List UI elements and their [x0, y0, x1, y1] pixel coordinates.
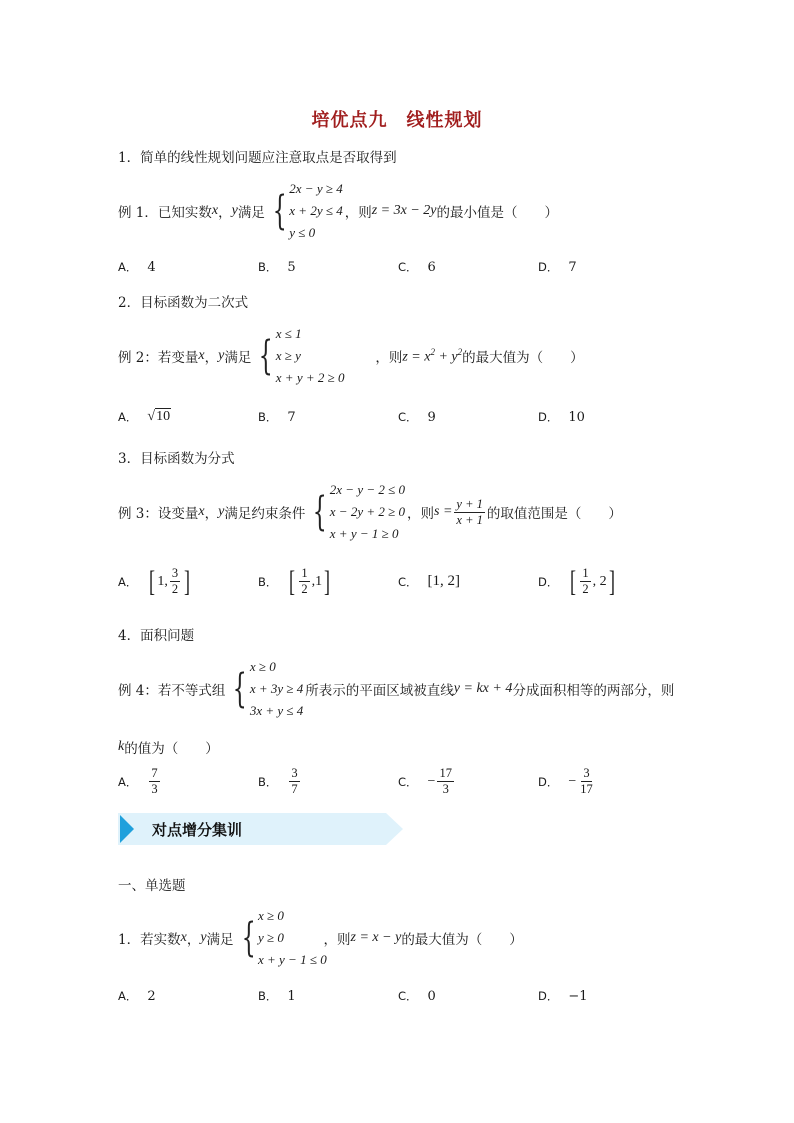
ex1-satisfy: 满足 [237, 205, 265, 221]
ex2-exponent: 2 [430, 346, 435, 357]
option-label: A． [118, 574, 138, 589]
q1-constraint: x + y − 1 ≤ 0 [257, 952, 327, 967]
interval-fraction [299, 566, 309, 597]
option-b[interactable] [258, 766, 398, 797]
option-label: C． [398, 260, 418, 274]
option-value: 10 [568, 409, 585, 425]
ex1-options [118, 259, 698, 275]
option-label: A． [118, 260, 138, 274]
sqrt-icon: √10 [147, 409, 171, 424]
ex4-line: y = kx + 4 [453, 681, 513, 696]
option-fraction [578, 766, 595, 797]
option-label: D． [538, 410, 559, 424]
ex1-objective: z = 3x − 2y [371, 203, 437, 218]
q1-options [118, 988, 698, 1004]
ex3-then: ，则 [407, 506, 435, 522]
ex4-var-k: k [118, 739, 125, 754]
option-label: D． [538, 574, 559, 589]
ex1-prefix: 例 1．已知实数 [118, 205, 212, 221]
option-fraction [289, 766, 299, 797]
option-value: 7 [568, 259, 577, 275]
fraction-denominator: 2 [301, 582, 308, 596]
q1-constraint: y ≥ 0 [257, 930, 284, 945]
part-heading: 一、单选题 [118, 878, 186, 894]
ex2-comma: ， [204, 350, 219, 366]
ex2-constraint-system [253, 323, 373, 389]
q1-comma: ， [186, 932, 201, 948]
ex4-tail: 分成面积相等的两部分，则 [512, 683, 675, 699]
fraction-numerator: 3 [171, 566, 179, 580]
option-label: B． [258, 989, 278, 1003]
section-heading-2: 2．目标函数为二次式 [118, 295, 249, 311]
right-bracket-icon: ] [324, 564, 331, 598]
ex3-constraint-system [307, 479, 405, 545]
option-label: B． [258, 410, 278, 424]
option-value: 6 [427, 259, 436, 275]
option-a[interactable] [118, 766, 258, 797]
option-b[interactable] [258, 259, 398, 275]
right-bracket-icon: ] [184, 564, 191, 598]
ex4-prefix: 例 4：若不等式组 [118, 683, 226, 699]
ex4-constraint-system [227, 656, 303, 722]
option-value: 4 [147, 259, 156, 275]
option-sign: − [427, 773, 436, 789]
option-d[interactable] [538, 409, 678, 425]
option-value: 1 [287, 988, 296, 1004]
ex3-constraint: x − 2y + 2 ≥ 0 [329, 504, 406, 519]
ex4-ask: 的值为（ ） [124, 741, 219, 757]
option-label: B． [258, 260, 278, 274]
ex2-var-y: y [218, 348, 225, 363]
ex1-ask: 的最小值是（ ） [436, 205, 559, 221]
option-value: 0 [427, 988, 436, 1004]
option-label: A． [118, 774, 138, 789]
option-a[interactable] [118, 988, 258, 1004]
ex2-options [118, 409, 698, 425]
option-d[interactable] [538, 259, 678, 275]
option-label: A． [118, 410, 138, 424]
ex4-constraint: x ≥ 0 [249, 659, 276, 674]
q1-var-x: x [180, 930, 187, 945]
section-heading-3: 3．目标函数为分式 [118, 451, 235, 467]
option-label: D． [538, 260, 559, 274]
left-bracket-icon: [ [570, 564, 577, 598]
ex2-constraint: x + y + 2 ≥ 0 [275, 370, 345, 385]
example-2 [118, 323, 584, 389]
ex3-constraint: x + y − 1 ≥ 0 [329, 526, 399, 541]
q1-var-y: y [200, 930, 207, 945]
ex1-constraint: x + 2y ≤ 4 [289, 203, 343, 218]
section-heading-1: 1．简单的线性规划问题应注意取点是否取得到 [118, 150, 397, 166]
ex1-constraint: y ≤ 0 [289, 225, 316, 240]
option-label: C． [398, 989, 418, 1003]
option-c[interactable] [398, 409, 538, 425]
option-d[interactable] [538, 766, 678, 797]
ex3-var-x: x [198, 504, 205, 519]
q1-then: ，则 [323, 932, 351, 948]
page-title: 培优点九 线性规划 [311, 110, 483, 131]
q1-satisfy: 满足 [206, 932, 234, 948]
interval-fraction [580, 566, 590, 597]
option-a[interactable] [118, 259, 258, 275]
ex1-var-y: y [231, 203, 238, 218]
option-value: −1 [568, 988, 588, 1004]
banner-title: 对点增分集训 [152, 821, 243, 839]
interval-right: , 2 [592, 573, 607, 589]
option-value: 5 [287, 259, 296, 275]
fraction-numerator: 1 [301, 566, 308, 580]
ex3-satisfy: 满足约束条件 [224, 506, 306, 522]
ex3-var-y: y [218, 504, 225, 519]
q1-prefix: 1．若实数 [118, 932, 181, 948]
left-bracket-icon: [ [149, 564, 156, 598]
example-1 [118, 178, 558, 244]
option-b[interactable] [258, 988, 398, 1004]
option-value: 7 [287, 409, 296, 425]
option-d[interactable] [538, 988, 678, 1004]
ex1-comma: ， [218, 205, 232, 221]
option-sign: − [568, 773, 577, 789]
ex3-ask: 的取值范围是（ ） [486, 506, 622, 522]
ex2-satisfy: 满足 [224, 350, 252, 366]
ex2-constraint: x ≥ y [275, 348, 301, 363]
option-c[interactable] [398, 766, 538, 797]
option-value: 2 [147, 988, 156, 1004]
left-bracket-icon: [ [289, 564, 296, 598]
fraction-denominator: 7 [291, 782, 298, 796]
option-label: A． [118, 989, 138, 1003]
ex3-prefix: 例 3：设变量 [118, 506, 199, 522]
option-fraction [149, 766, 159, 797]
option-value: 9 [427, 409, 436, 425]
fraction-denominator: 3 [442, 782, 449, 796]
fraction-numerator: 7 [151, 766, 158, 780]
q1-ask: 的最大值为（ ） [401, 932, 523, 948]
option-label: C． [398, 574, 418, 589]
ex2-objective-z: z = x [402, 349, 431, 365]
ex1-then: ，则 [344, 205, 372, 221]
option-label: B． [258, 574, 278, 589]
ex1-var-x: x [211, 203, 219, 218]
ex2-then: ，则 [375, 350, 403, 366]
ex4-continuation [118, 737, 219, 757]
ex2-ask: 的最大值为（ ） [462, 350, 584, 366]
option-fraction [437, 766, 454, 797]
section-banner [118, 813, 408, 845]
option-c[interactable] [398, 573, 538, 590]
ex2-exponent: 2 [457, 346, 463, 357]
fraction-denominator: 3 [151, 782, 158, 796]
fraction-denominator: 2 [582, 582, 589, 596]
ex1-constraint: 2x − y ≥ 4 [289, 181, 343, 196]
q1-constraint-system [236, 905, 327, 971]
fraction-numerator: 3 [583, 766, 590, 780]
ex3-options [118, 566, 698, 597]
option-b[interactable] [258, 409, 398, 425]
option-label: D． [538, 989, 559, 1003]
right-bracket-icon: ] [608, 564, 615, 598]
option-label: D． [538, 774, 559, 789]
option-value: [1, 2] [427, 573, 461, 589]
fraction-numerator: 1 [582, 566, 589, 580]
example-4 [118, 656, 674, 722]
ex4-constraint: 3x + y ≤ 4 [249, 703, 304, 718]
ex2-objective [402, 347, 462, 366]
fraction-denominator: 17 [580, 782, 593, 796]
ex3-comma: ， [204, 506, 219, 522]
fraction-numerator: 3 [291, 766, 298, 780]
option-label: B． [258, 774, 278, 789]
example-3 [118, 479, 622, 545]
ex3-s-eq: s = [434, 504, 453, 519]
option-value: 10 [156, 409, 171, 424]
ex4-options [118, 766, 698, 797]
option-d[interactable] [538, 566, 678, 597]
option-b[interactable] [258, 566, 398, 597]
left-brace-icon: { [313, 489, 328, 535]
fraction-numerator: 17 [439, 766, 452, 780]
option-c[interactable] [398, 988, 538, 1004]
option-a[interactable] [118, 566, 258, 597]
fraction-denominator: x + 1 [456, 512, 483, 527]
left-brace-icon: { [233, 666, 248, 712]
ex3-fraction [454, 497, 484, 528]
option-a[interactable] [118, 409, 258, 425]
left-brace-icon: { [259, 333, 274, 379]
interval-right: ,1 [311, 573, 323, 589]
ex2-objective-plus: + y [434, 349, 458, 365]
question-1 [118, 905, 523, 971]
left-brace-icon: { [272, 188, 287, 234]
ex4-mid: 所表示的平面区域被直线 [305, 683, 454, 699]
ex4-constraint: x + 3y ≥ 4 [249, 681, 304, 696]
option-label: C． [398, 410, 418, 424]
option-c[interactable] [398, 259, 538, 275]
fraction-denominator: 2 [171, 582, 179, 596]
section-heading-4: 4．面积问题 [118, 628, 195, 644]
ex2-var-x: x [198, 348, 205, 363]
ex2-constraint: x ≤ 1 [275, 326, 302, 341]
ex3-constraint: 2x − y − 2 ≤ 0 [329, 482, 406, 497]
q1-constraint: x ≥ 0 [257, 908, 284, 923]
left-brace-icon: { [241, 915, 256, 961]
ex1-constraint-system [267, 178, 343, 244]
fraction-numerator: y + 1 [456, 496, 483, 511]
ex2-prefix: 例 2：若变量 [118, 350, 199, 366]
interval-left: 1, [157, 573, 168, 589]
q1-objective: z = x − y [350, 930, 402, 945]
option-label: C． [398, 774, 418, 789]
interval-fraction [170, 566, 180, 597]
